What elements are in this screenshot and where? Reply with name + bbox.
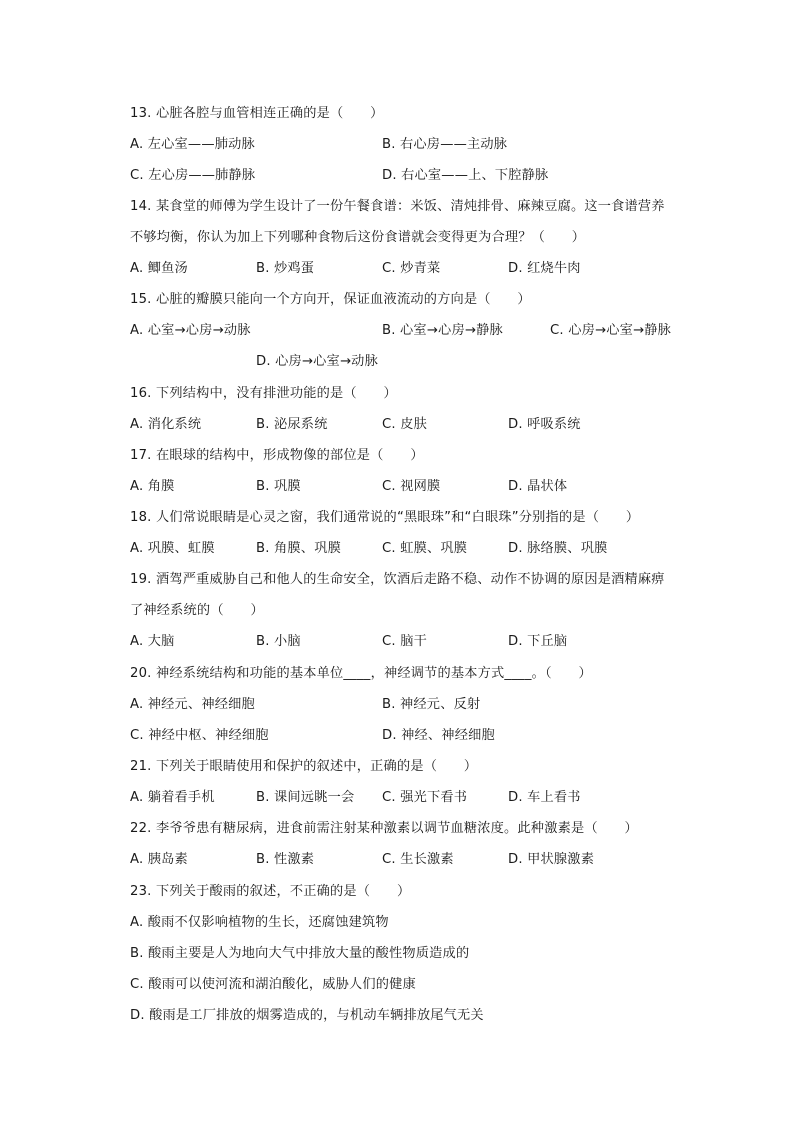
q17-option-a: A. 角膜 xyxy=(130,479,175,494)
q22-option-c: C. 生长激素 xyxy=(382,852,454,867)
q16-option-d: D. 呼吸系统 xyxy=(508,417,581,432)
q20-option-c: C. 神经中枢、神经细胞 xyxy=(130,728,269,743)
q18-option-b: B. 角膜、巩膜 xyxy=(256,541,341,556)
q13-option-d: D. 右心室——上、下腔静脉 xyxy=(382,168,549,183)
q13-option-b: B. 右心房——主动脉 xyxy=(382,137,508,152)
q20-option-b: B. 神经元、反射 xyxy=(382,697,481,712)
q17-option-c: C. 视网膜 xyxy=(382,479,441,494)
question-22-stem: 22. 李爷爷患有糖尿病，进食前需注射某种激素以调节血糖浓度。此种激素是（ ） xyxy=(130,821,638,836)
question-14-stem-cont: 不够均衡，你认为加上下列哪种食物后这份食谱就会变得更为合理？（ ） xyxy=(130,230,586,245)
q16-option-a: A. 消化系统 xyxy=(130,417,202,432)
question-17-stem: 17. 在眼球的结构中，形成物像的部位是（ ） xyxy=(130,448,424,463)
q14-option-d: D. 红烧牛肉 xyxy=(508,261,581,276)
q14-option-b: B. 炒鸡蛋 xyxy=(256,261,315,276)
q15-option-a: A. 心室→心房→动脉 xyxy=(130,323,251,338)
q21-option-a: A. 躺着看手机 xyxy=(130,790,215,805)
q21-option-b: B. 课间远眺一会 xyxy=(256,790,355,805)
q23-option-c: C. 酸雨可以使河流和湖泊酸化，威胁人们的健康 xyxy=(130,977,416,992)
q13-option-c: C. 左心房——肺静脉 xyxy=(130,168,256,183)
q23-option-b: B. 酸雨主要是人为地向大气中排放大量的酸性物质造成的 xyxy=(130,946,470,961)
q14-option-a: A. 鲫鱼汤 xyxy=(130,261,188,276)
q15-option-c: C. 心房→心室→静脉 xyxy=(550,323,672,338)
q22-option-b: B. 性激素 xyxy=(256,852,315,867)
question-16-stem: 16. 下列结构中，没有排泄功能的是（ ） xyxy=(130,386,397,401)
q19-option-b: B. 小脑 xyxy=(256,634,301,649)
q19-option-a: A. 大脑 xyxy=(130,634,175,649)
q15-option-d: D. 心房→心室→动脉 xyxy=(256,354,378,369)
question-14-stem: 14. 某食堂的师傅为学生设计了一份午餐食谱：米饭、清炖排骨、麻辣豆腐。这一食谱营养 xyxy=(130,199,665,214)
question-15-stem: 15. 心脏的瓣膜只能向一个方向开，保证血液流动的方向是（ ） xyxy=(130,292,531,307)
q14-option-c: C. 炒青菜 xyxy=(382,261,441,276)
q22-option-a: A. 胰岛素 xyxy=(130,852,188,867)
question-23-stem: 23. 下列关于酸雨的叙述，不正确的是（ ） xyxy=(130,884,411,899)
question-13-stem: 13. 心脏各腔与血管相连正确的是（ ） xyxy=(130,106,384,121)
q18-option-c: C. 虹膜、巩膜 xyxy=(382,541,468,556)
q13-option-a: A. 左心室——肺动脉 xyxy=(130,137,255,152)
q18-option-d: D. 脉络膜、巩膜 xyxy=(508,541,608,556)
q23-option-d: D. 酸雨是工厂排放的烟雾造成的，与机动车辆排放尾气无关 xyxy=(130,1008,484,1023)
q18-option-a: A. 巩膜、虹膜 xyxy=(130,541,215,556)
question-20-stem: 20. 神经系统结构和功能的基本单位____，神经调节的基本方式____。（ ） xyxy=(130,666,592,681)
q20-option-d: D. 神经、神经细胞 xyxy=(382,728,495,743)
q16-option-b: B. 泌尿系统 xyxy=(256,417,328,432)
question-19-stem-cont: 了神经系统的（ ） xyxy=(130,603,264,618)
q19-option-d: D. 下丘脑 xyxy=(508,634,568,649)
q21-option-c: C. 强光下看书 xyxy=(382,790,468,805)
q23-option-a: A. 酸雨不仅影响植物的生长，还腐蚀建筑物 xyxy=(130,915,389,930)
question-18-stem: 18. 人们常说眼睛是心灵之窗，我们通常说的“黑眼珠”和“白眼珠”分别指的是（ ） xyxy=(130,510,640,525)
q22-option-d: D. 甲状腺激素 xyxy=(508,852,595,867)
question-21-stem: 21. 下列关于眼睛使用和保护的叙述中，正确的是（ ） xyxy=(130,759,478,774)
q19-option-c: C. 脑干 xyxy=(382,634,427,649)
q16-option-c: C. 皮肤 xyxy=(382,417,427,432)
q17-option-b: B. 巩膜 xyxy=(256,479,301,494)
question-19-stem: 19. 酒驾严重威胁自己和他人的生命安全，饮酒后走路不稳、动作不协调的原因是酒精麻痹 xyxy=(130,572,665,587)
q21-option-d: D. 车上看书 xyxy=(508,790,581,805)
q17-option-d: D. 晶状体 xyxy=(508,479,568,494)
q15-option-b: B. 心室→心房→静脉 xyxy=(382,323,503,338)
q20-option-a: A. 神经元、神经细胞 xyxy=(130,697,255,712)
